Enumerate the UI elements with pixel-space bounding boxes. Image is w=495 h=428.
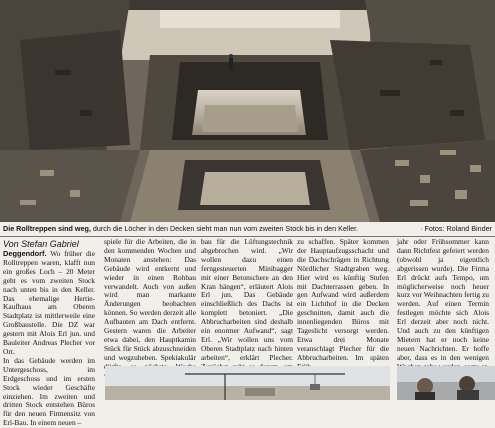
article-column-5-text: jahr oder Frühsommer kann dann Richtfest gefeiert werden (obwohl ja eigentlich abgerissen wurde). Die Firma Erl drückt aufs Tempo, um möglicherweise noch heuer kurz vor Weihnachten fertig zu werden. Auf einen Termin festlegen möchte sich Alois Erl derzeit aber noch nicht. Und auch zu den künftigen Mietern hat er noch keine neuen Nachrichten. Er hoffe aber, dass es in den wenigen bbox=[397, 237, 489, 362]
article-column-3-text: bau für die Lüftungstechnik abgebrochen wird. „Wir wollen dazu einen ferngesteuerten Minibagger mit einer Betonschere an den Kran hängen“, erläutert Alois Erl jun. Das Gebäude einschließlich des Dachs ist komplett betoniert. „Die Abbrucharbeiten sind deshalb ein enormer Aufwand“, sagt Erl. „Wir wollen uns vom Oberen Stadtplatz nach hinten arbeiten“, erklärt Plecher. bbox=[201, 237, 293, 362]
dateline: Deggendorf. bbox=[3, 249, 47, 258]
article-paragraph-2: In das Gebäude werden im Untergeschoss, im Erdgeschoss und im ersten Stock wieder Geschäfte einziehen. Im zweiten und dritten Stock entstehen Büros für den neuen Firmensitz von Erl-Bau. In einem neuen – bbox=[3, 355, 95, 428]
article-column-5 bbox=[397, 238, 489, 372]
article-column-1 bbox=[3, 250, 95, 428]
photo-caption bbox=[3, 223, 492, 235]
caption-text: durch die Löcher in den Decken sieht man nun vom zweiten Stock bis in den Keller. bbox=[90, 224, 359, 233]
article-column-2-text: spiele für die Arbeiten, die in den kommenden Wochen und Monaten anstehen: Das Gebäude wird entkernt und wieder in einen Rohbau verwandelt. Auch von außen wird man markante Änderungen beobachten können. So werden derzeit alle Aufbauten am Dach entfernt. Gestern waren die Arbeiter etwa dabei, den Hauptkamin Stück für Stück abzuschneiden und wegzuheben. Spektakulär bbox=[104, 237, 196, 362]
caption-lead: Die Rolltreppen sind weg, bbox=[3, 224, 91, 233]
portrait-photo bbox=[397, 366, 495, 400]
article-column-4 bbox=[297, 238, 389, 372]
article-column-4-text: zu schaffen. Später kommen der Hauptaufzugsschacht und die Dachschrägen in Richtung Nördlicher Stadtgraben weg. Hier wird es künftig Stufen mit Dachterrassen geben. In gen Aufwand wird außerdem ein Lichthof in die Decken geschnitten, damit auch die innenliegenden Büros mit Tageslicht versorgt werden. Etwa drei Monate veranschlagt Plecher für die Abbrucharbeiten. Im späten bbox=[297, 237, 389, 362]
article-column-2 bbox=[104, 238, 196, 381]
photo-credit: · Fotos: Roland Binder bbox=[420, 224, 492, 233]
article-paragraph-1: Wo früher die Rolltreppen waren, klafft nun ein großes Loch – 20 Meter geht es vom zweiten Stock nach unten bis in den Keller. Das ehemalige Hertie-Kaufhaus am Oberen Stadtplatz ist mittlerweile eine Großbaustelle. Die DZ war gestern mit Alois Erl jun. und Bauleiter Andreas Plecher vor Ort. bbox=[3, 249, 95, 356]
crane-roof-photo bbox=[105, 366, 390, 400]
byline: Von Stefan Gabriel bbox=[3, 239, 79, 249]
